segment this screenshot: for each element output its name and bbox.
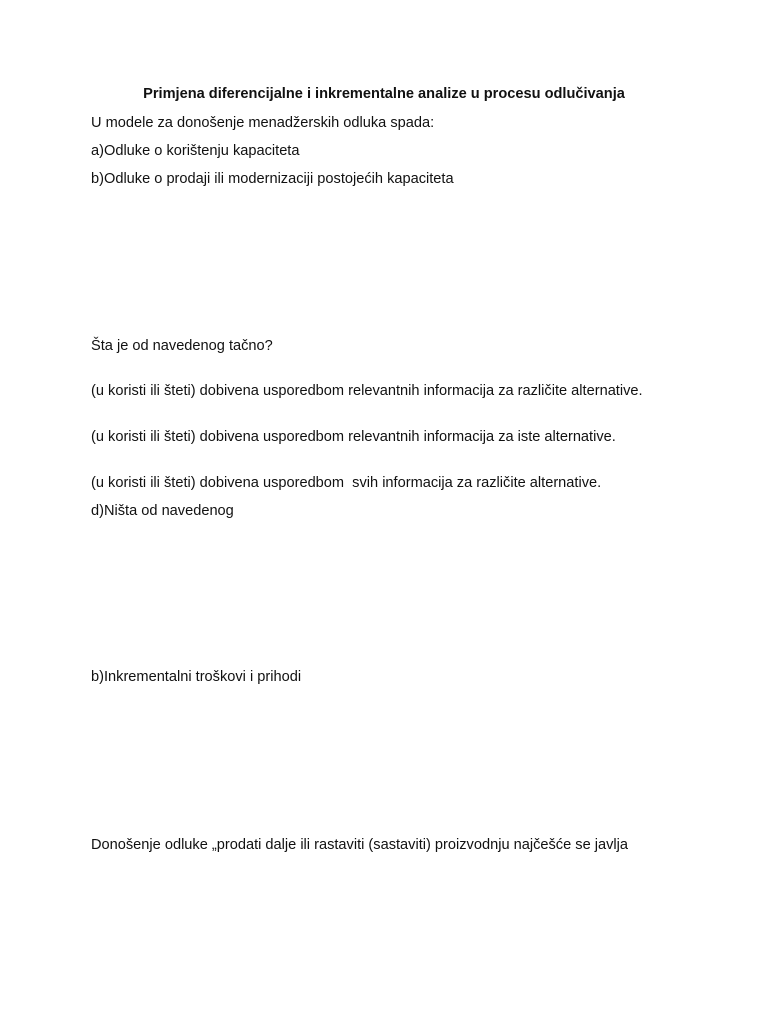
text-line-decision: Donošenje odluke „prodati dalje ili rastaviti (sastaviti) proizvodnju najčešće se javlja bbox=[91, 837, 628, 853]
text-line-answer-1: (u koristi ili šteti) dobivena usporedbom relevantnih informacija za različite alternative. bbox=[91, 383, 643, 399]
text-line-incremental: b)Inkrementalni troškovi i prihodi bbox=[91, 669, 302, 685]
text-line-answer-3: (u koristi ili šteti) dobivena usporedbom svih informacija za različite alternative. bbox=[91, 475, 602, 491]
text-line-answer-2: (u koristi ili šteti) dobivena usporedbom relevantnih informacija za iste alternative. bbox=[91, 429, 616, 445]
text-line-option-b: b)Odluke o prodaji ili modernizaciji postojećih kapaciteta bbox=[91, 171, 454, 187]
text-line-answer-d: d)Ništa od navedenog bbox=[91, 503, 234, 519]
text-line-intro: U modele za donošenje menadžerskih odluka spada: bbox=[91, 115, 435, 131]
text-line-question: Šta je od navedenog tačno? bbox=[91, 338, 273, 354]
text-line-option-a: a)Odluke o korištenju kapaciteta bbox=[91, 143, 300, 159]
document-title: Primjena diferencijalne i inkrementalne analize u procesu odlučivanja bbox=[143, 86, 625, 102]
